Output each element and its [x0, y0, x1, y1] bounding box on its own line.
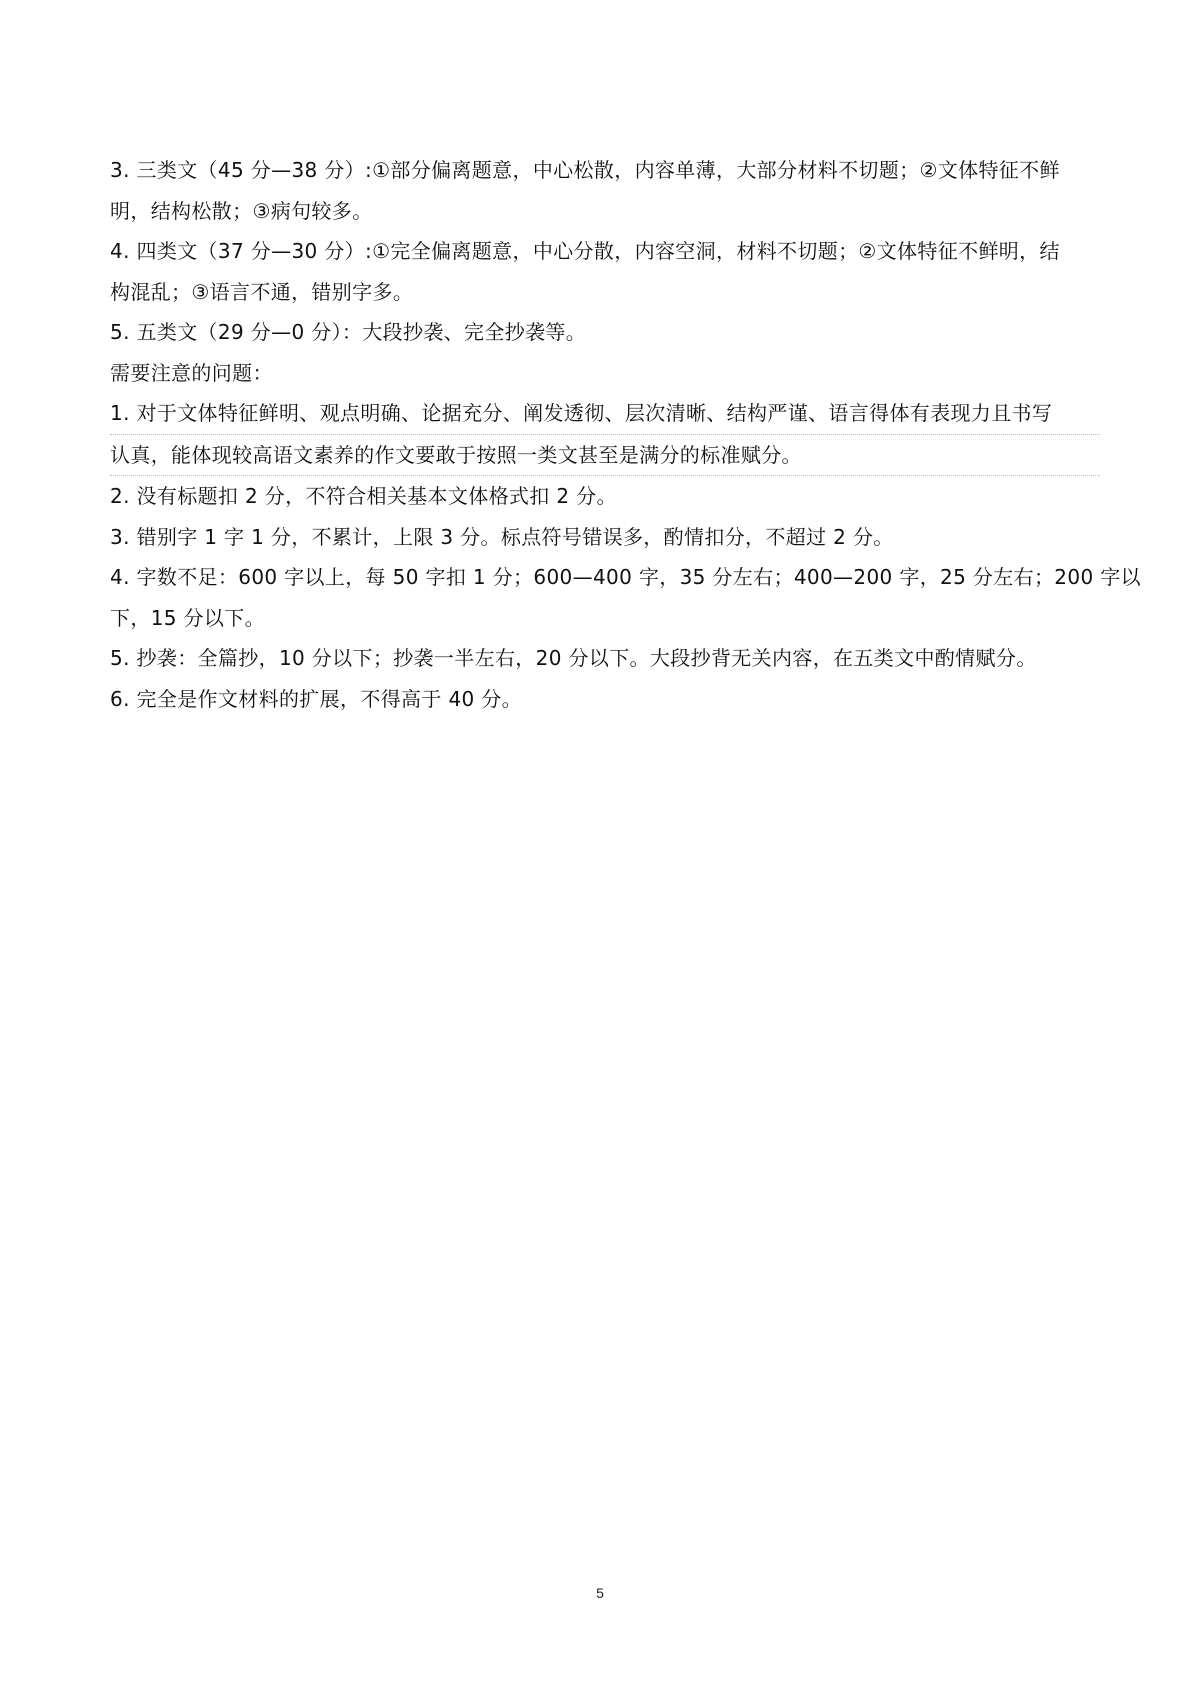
- text-line-2: 明，结构松散；③病句较多。: [110, 198, 373, 223]
- text-line-12: 下，15 分以下。: [110, 605, 265, 630]
- page-number: 5: [596, 1585, 604, 1601]
- text-line-14: 6. 完全是作文材料的扩展，不得高于 40 分。: [110, 686, 523, 711]
- text-line-10: 3. 错别字 1 字 1 分，不累计，上限 3 分。标点符号错误多，酌情扣分，不超过 2 分。: [110, 524, 894, 549]
- text-line-5: 5. 五类文（29 分—0 分）：大段抄袭、完全抄袭等。: [110, 320, 587, 344]
- text-line-4: 构混乱；③语言不通，错别字多。: [110, 279, 414, 304]
- text-line-8: 认真，能体现较高语文素养的作文要敢于按照一类文甚至是满分的标准赋分。: [110, 435, 1100, 477]
- document-body: [110, 150, 1141, 719]
- text-line-1: 3. 三类文（45 分—38 分）:①部分偏离题意，中心松散，内容单薄，大部分材料不切题；②文体特征不鲜: [110, 158, 1060, 182]
- text-line-7: 1. 对于文体特征鲜明、观点明确、论据充分、阐发透彻、层次清晰、结构严谨、语言得体有表现力且书写: [110, 393, 1100, 435]
- text-line-13: 5. 抄袭：全篇抄，10 分以下；抄袭一半左右，20 分以下。大段抄背无关内容，在五类文中酌情赋分。: [110, 646, 1037, 670]
- text-line-3: 4. 四类文（37 分—30 分）:①完全偏离题意，中心分散，内容空洞，材料不切题；②文体特征不鲜明，结: [110, 239, 1060, 263]
- notes-heading: 需要注意的问题：: [110, 360, 273, 385]
- text-line-11: 4. 字数不足：600 字以上，每 50 字扣 1 分；600—400 字，35 分左右；400—200 字，25 分左右；200 字以: [110, 565, 1141, 589]
- text-line-9: 2. 没有标题扣 2 分，不符合相关基本文体格式扣 2 分。: [110, 484, 617, 508]
